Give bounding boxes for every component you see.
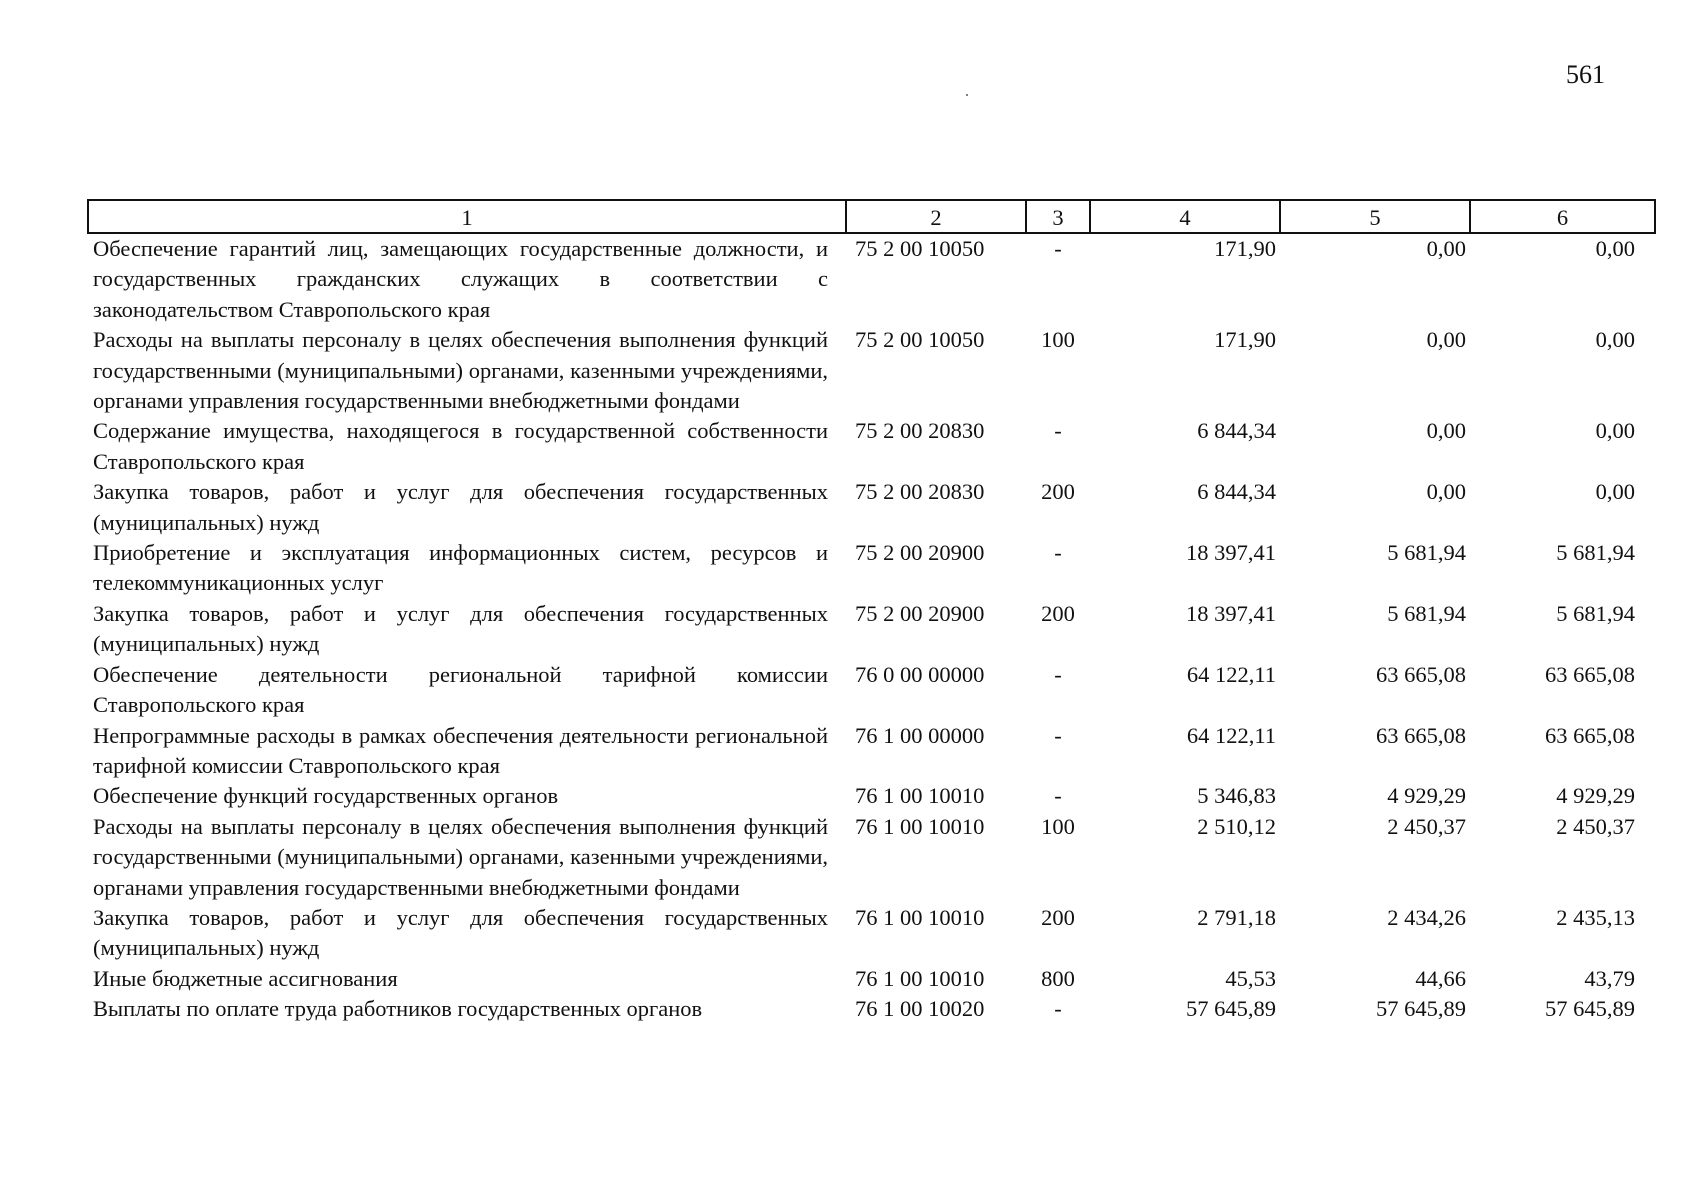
row-value-col4: 57 645,89 bbox=[1186, 996, 1276, 1022]
header-col-6: 6 bbox=[1470, 200, 1655, 233]
row-value-col6: 63 665,08 bbox=[1545, 722, 1635, 748]
row-code: 75 2 00 20830 bbox=[855, 479, 985, 505]
table-row bbox=[88, 477, 1655, 538]
row-value-col6: 63 665,08 bbox=[1545, 661, 1635, 687]
row-value-col4: 2 791,18 bbox=[1197, 904, 1276, 930]
table-row bbox=[88, 233, 1655, 325]
row-value-col5: 44,66 bbox=[1415, 965, 1466, 991]
row-value-col6: 0,00 bbox=[1595, 327, 1635, 353]
row-expense-type: - bbox=[1054, 783, 1062, 809]
row-value-col6: 4 929,29 bbox=[1556, 783, 1635, 809]
table-row bbox=[88, 416, 1655, 477]
header-col-4: 4 bbox=[1090, 200, 1280, 233]
table-header bbox=[88, 200, 1655, 233]
row-expense-type: - bbox=[1054, 540, 1062, 566]
row-name: Обеспечение деятельности региональной тарифной комиссии Ставропольского края bbox=[93, 661, 828, 718]
header-row bbox=[88, 200, 1655, 233]
header-col-5: 5 bbox=[1280, 200, 1470, 233]
row-value-col5: 4 929,29 bbox=[1387, 783, 1466, 809]
row-code: 75 2 00 10050 bbox=[855, 327, 985, 353]
row-name: Обеспечение гарантий лиц, замещающих государственные должности, и государственных гражданских служащих в соответствии с законодательством Ставропольского края bbox=[93, 236, 828, 322]
table-row bbox=[88, 721, 1655, 782]
row-name: Закупка товаров, работ и услуг для обеспечения государственных (муниципальных) нужд bbox=[93, 479, 828, 535]
row-name: Иные бюджетные ассигнования bbox=[93, 965, 398, 991]
table-row bbox=[88, 964, 1655, 994]
row-code: 76 1 00 10010 bbox=[855, 965, 985, 991]
table-body bbox=[88, 233, 1655, 1025]
row-expense-type: 200 bbox=[1041, 479, 1075, 505]
table-row bbox=[88, 812, 1655, 903]
row-expense-type: 100 bbox=[1041, 813, 1075, 839]
row-expense-type: - bbox=[1054, 722, 1062, 748]
row-value-col5: 63 665,08 bbox=[1376, 661, 1466, 687]
row-value-col5: 57 645,89 bbox=[1376, 996, 1466, 1022]
row-value-col4: 171,90 bbox=[1214, 327, 1276, 353]
row-name: Расходы на выплаты персоналу в целях обеспечения выполнения функций государственными (муниципальными) органами, казенными учреждениями, органами управления государственными внебюджетными фондами bbox=[93, 327, 828, 414]
row-code: 75 2 00 20900 bbox=[855, 600, 985, 626]
table-row bbox=[88, 599, 1655, 660]
scan-speck bbox=[966, 94, 968, 96]
row-value-col6: 43,79 bbox=[1584, 965, 1635, 991]
header-col-1: 1 bbox=[88, 200, 846, 233]
row-value-col6: 2 435,13 bbox=[1556, 904, 1635, 930]
row-expense-type: 200 bbox=[1041, 904, 1075, 930]
row-expense-type: - bbox=[1054, 661, 1062, 687]
header-col-2: 2 bbox=[846, 200, 1026, 233]
row-value-col6: 0,00 bbox=[1595, 236, 1635, 261]
row-value-col4: 6 844,34 bbox=[1197, 418, 1276, 444]
row-value-col4: 5 346,83 bbox=[1197, 783, 1276, 809]
row-value-col4: 171,90 bbox=[1214, 236, 1276, 261]
budget-table-container bbox=[87, 199, 1654, 1025]
row-value-col5: 0,00 bbox=[1426, 479, 1466, 505]
row-name: Закупка товаров, работ и услуг для обеспечения государственных (муниципальных) нужд bbox=[93, 904, 828, 961]
table-row bbox=[88, 994, 1655, 1024]
row-value-col6: 5 681,94 bbox=[1556, 600, 1635, 626]
row-value-col6: 0,00 bbox=[1595, 418, 1635, 444]
row-code: 75 2 00 20900 bbox=[855, 540, 985, 566]
row-name: Содержание имущества, находящегося в государственной собственности Ставропольского края bbox=[93, 418, 828, 474]
row-code: 76 1 00 10010 bbox=[855, 783, 985, 809]
row-value-col4: 2 510,12 bbox=[1197, 813, 1276, 839]
table-row bbox=[88, 325, 1655, 416]
row-value-col4: 18 397,41 bbox=[1186, 540, 1276, 566]
row-value-col5: 0,00 bbox=[1426, 236, 1466, 261]
row-value-col4: 64 122,11 bbox=[1186, 661, 1276, 687]
table-row bbox=[88, 660, 1655, 721]
row-value-col5: 2 450,37 bbox=[1387, 813, 1466, 839]
row-value-col6: 0,00 bbox=[1595, 479, 1635, 505]
row-expense-type: - bbox=[1054, 996, 1062, 1022]
row-value-col4: 64 122,11 bbox=[1186, 722, 1276, 748]
row-value-col6: 5 681,94 bbox=[1556, 540, 1635, 566]
header-col-3: 3 bbox=[1026, 200, 1090, 233]
table-row bbox=[88, 903, 1655, 964]
row-expense-type: - bbox=[1054, 418, 1062, 444]
row-code: 76 0 00 00000 bbox=[855, 661, 985, 687]
row-expense-type: 800 bbox=[1041, 965, 1075, 991]
row-expense-type: 100 bbox=[1041, 327, 1075, 353]
row-name: Обеспечение функций государственных органов bbox=[93, 783, 559, 809]
row-value-col5: 5 681,94 bbox=[1387, 540, 1466, 566]
row-name: Выплаты по оплате труда работников государственных органов bbox=[93, 996, 703, 1022]
row-name: Непрограммные расходы в рамках обеспечения деятельности региональной тарифной комиссии Ставропольского края bbox=[93, 722, 828, 778]
row-value-col6: 2 450,37 bbox=[1556, 813, 1635, 839]
row-code: 76 1 00 10020 bbox=[855, 996, 985, 1022]
row-name: Приобретение и эксплуатация информационных систем, ресурсов и телекоммуникационных услуг bbox=[93, 540, 828, 596]
row-code: 75 2 00 20830 bbox=[855, 418, 985, 444]
row-value-col5: 0,00 bbox=[1426, 418, 1466, 444]
row-code: 76 1 00 00000 bbox=[855, 722, 985, 748]
row-value-col4: 6 844,34 bbox=[1197, 479, 1276, 505]
row-name: Закупка товаров, работ и услуг для обеспечения государственных (муниципальных) нужд bbox=[93, 600, 828, 657]
row-value-col5: 0,00 bbox=[1426, 327, 1466, 353]
row-value-col4: 18 397,41 bbox=[1186, 600, 1276, 626]
row-name: Расходы на выплаты персоналу в целях обеспечения выполнения функций государственными (муниципальными) органами, казенными учреждениями, органами управления государственными внебюджетными фондами bbox=[93, 813, 828, 900]
row-code: 76 1 00 10010 bbox=[855, 904, 985, 930]
page-number: 561 bbox=[1566, 60, 1605, 89]
row-code: 75 2 00 10050 bbox=[855, 236, 985, 261]
row-value-col4: 45,53 bbox=[1225, 965, 1276, 991]
table-row bbox=[88, 538, 1655, 599]
row-value-col5: 2 434,26 bbox=[1387, 904, 1466, 930]
row-value-col5: 63 665,08 bbox=[1376, 722, 1466, 748]
row-code: 76 1 00 10010 bbox=[855, 813, 985, 839]
budget-table bbox=[87, 199, 1656, 1025]
table-row bbox=[88, 781, 1655, 811]
row-value-col5: 5 681,94 bbox=[1387, 600, 1466, 626]
row-expense-type: 200 bbox=[1041, 600, 1075, 626]
row-expense-type: - bbox=[1054, 236, 1062, 261]
row-value-col6: 57 645,89 bbox=[1545, 996, 1635, 1022]
